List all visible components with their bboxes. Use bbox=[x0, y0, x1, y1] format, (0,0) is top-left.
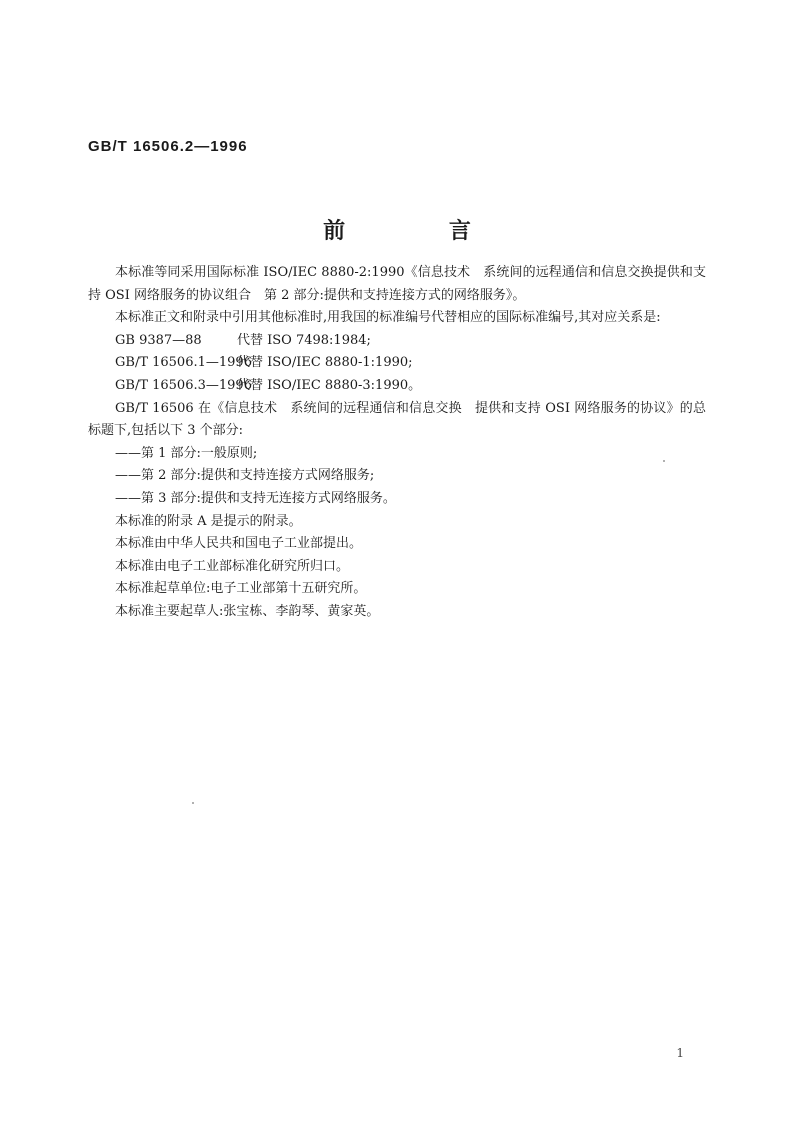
reference-replaces: 代替 ISO/IEC 8880-1:1990; bbox=[237, 355, 413, 371]
reference-row bbox=[88, 375, 706, 398]
list-item: ——第 3 部分:提供和支持无连接方式网络服务。 bbox=[115, 490, 396, 506]
reference-code: GB/T 16506.3—1996 bbox=[115, 377, 252, 393]
standard-code-header: GB/T 16506.2—1996 bbox=[88, 138, 248, 155]
reference-code: GB 9387—88 bbox=[115, 332, 202, 348]
page-number: 1 bbox=[676, 1046, 684, 1060]
paragraph-drafting-unit: 本标准起草单位:电子工业部第十五研究所。 bbox=[115, 581, 367, 597]
scan-speck bbox=[663, 460, 665, 462]
list-item: ——第 2 部分:提供和支持连接方式网络服务; bbox=[115, 468, 375, 484]
paragraph-adoption: 本标准等同采用国际标准 ISO/IEC 8880-2:1990《信息技术 系统间的远程通信和信息交换提供和支持 OSI 网络服务的协议组合 第 2 部分:提供和支持连接方式的网络服务》。 bbox=[88, 265, 706, 303]
paragraph-drafters: 本标准主要起草人:张宝栋、李韵琴、黄家英。 bbox=[115, 603, 380, 619]
paragraph-technical-committee: 本标准由电子工业部标准化研究所归口。 bbox=[115, 558, 350, 574]
reference-replaces: 代替 ISO 7498:1984; bbox=[237, 332, 371, 348]
page-title: 前 言 bbox=[323, 219, 519, 244]
reference-code: GB/T 16506.1—1996 bbox=[115, 355, 252, 371]
list-item: ——第 1 部分:一般原则; bbox=[115, 445, 258, 461]
paragraph-series-intro: GB/T 16506 在《信息技术 系统间的远程通信和信息交换 提供和支持 OSI 网络服务的协议》的总标题下,包括以下 3 个部分: bbox=[88, 400, 706, 439]
reference-row bbox=[88, 352, 706, 375]
reference-row bbox=[88, 330, 706, 353]
foreword-body bbox=[88, 262, 706, 624]
reference-replaces: 代替 ISO/IEC 8880-3:1990。 bbox=[237, 377, 422, 393]
paragraph-annex: 本标准的附录 A 是提示的附录。 bbox=[115, 513, 302, 529]
scan-speck bbox=[192, 802, 194, 804]
paragraph-references-intro: 本标准正文和附录中引用其他标准时,用我国的标准编号代替相应的国际标准编号,其对应关系是: bbox=[115, 310, 661, 326]
paragraph-proposer: 本标准由中华人民共和国电子工业部提出。 bbox=[115, 536, 363, 552]
